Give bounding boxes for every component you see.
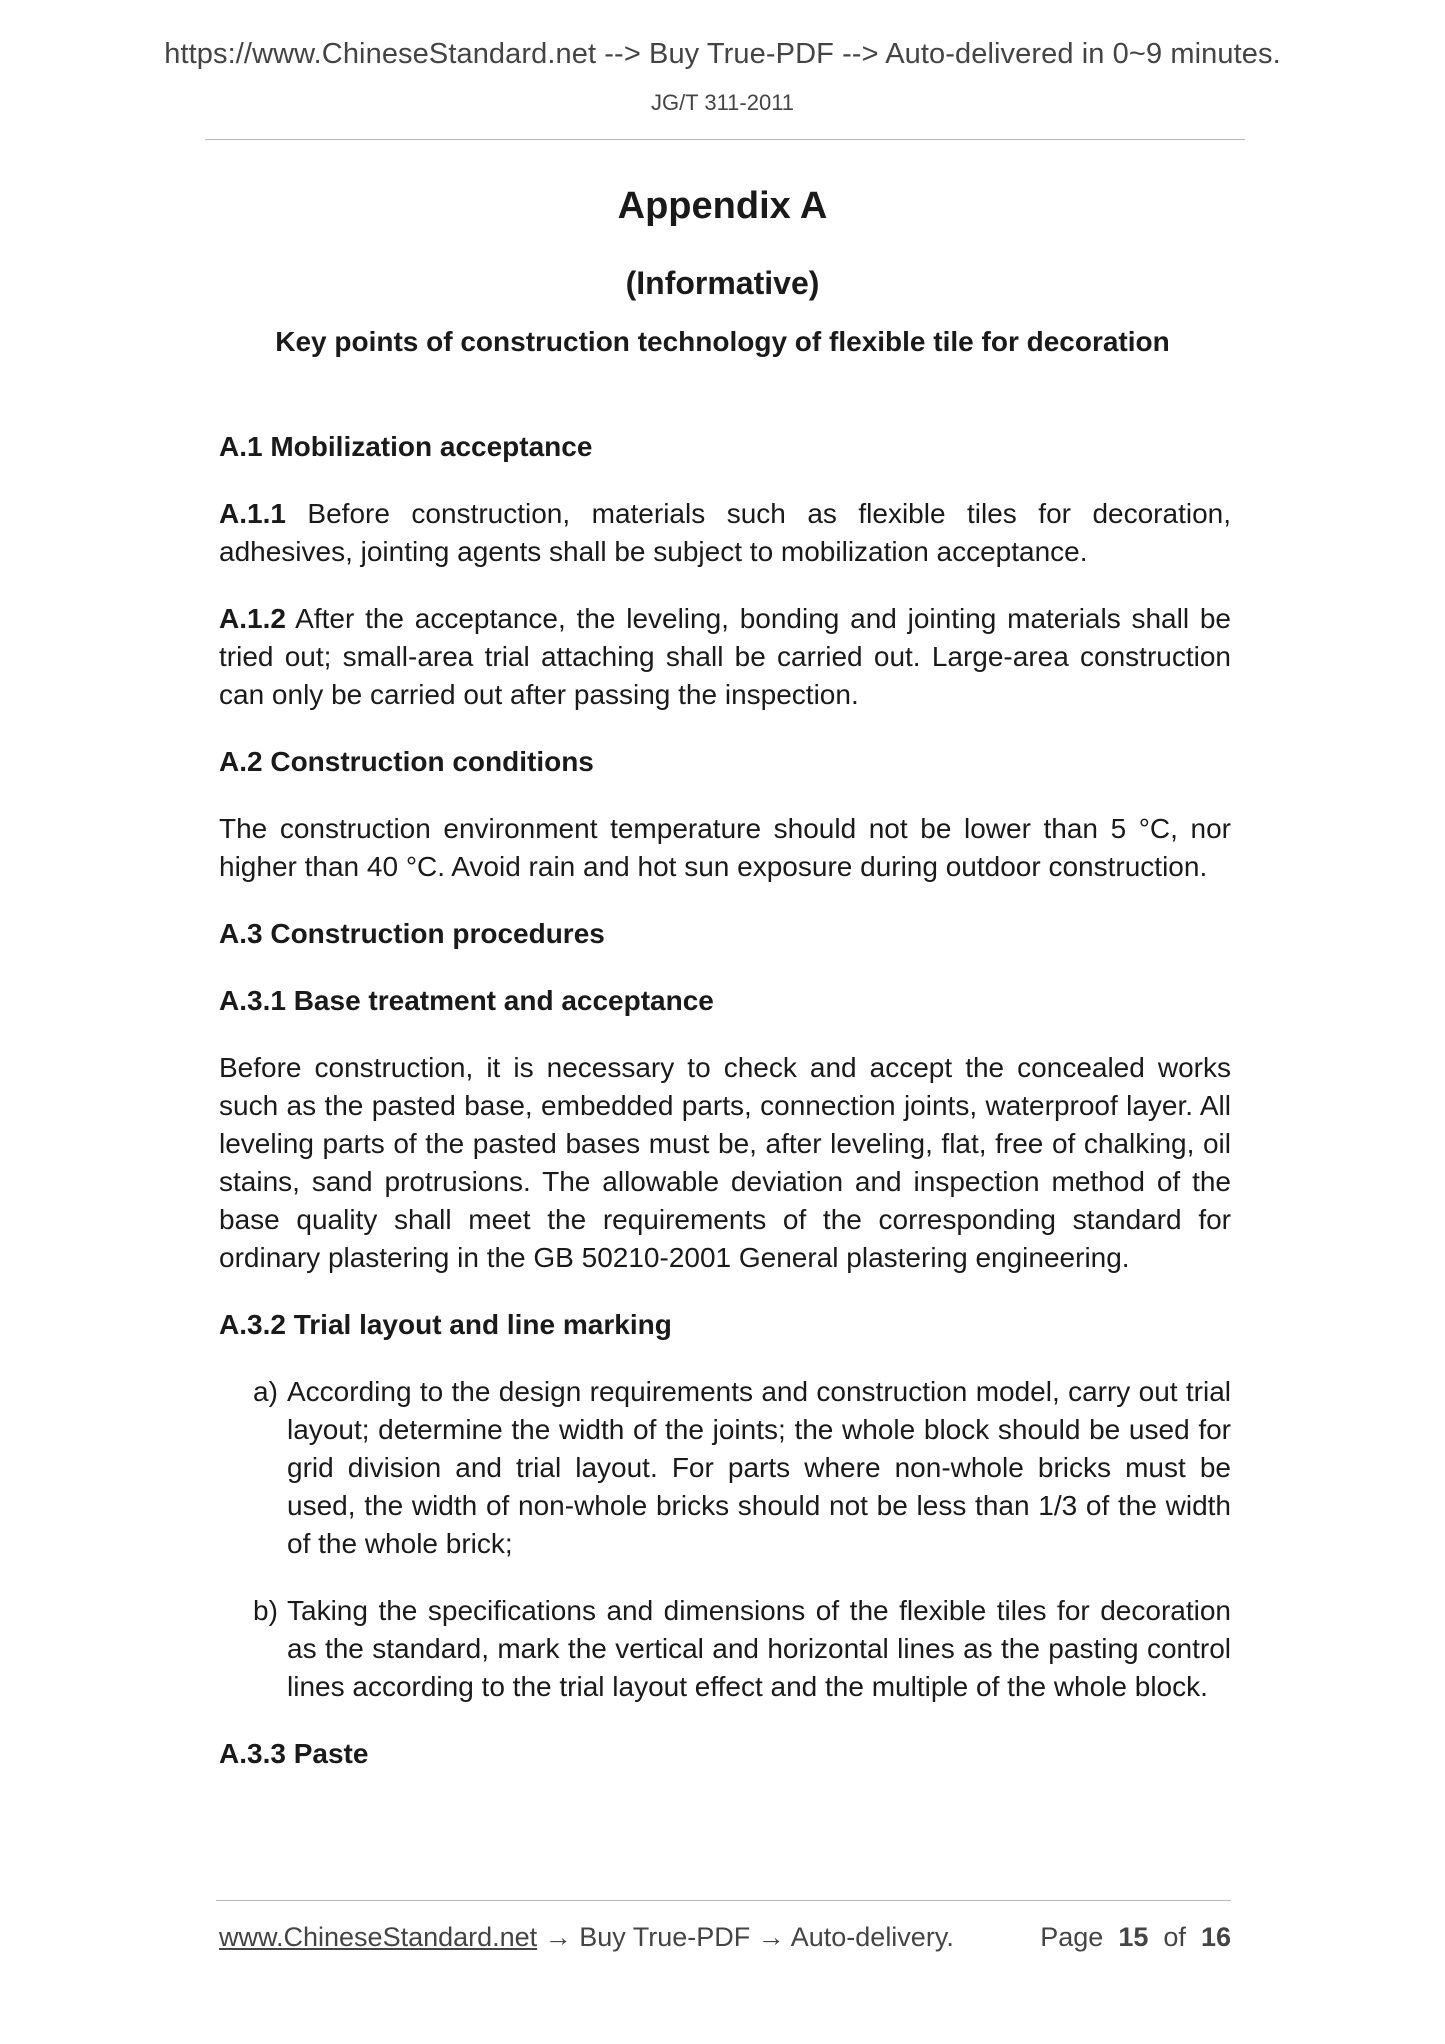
footer-site-link[interactable]: www.ChineseStandard.net [219, 1922, 538, 1952]
footer-divider [216, 1900, 1231, 1901]
appendix-subject: Key points of construction technology of flexible tile for decoration [275, 326, 1170, 357]
footer-left [219, 1922, 954, 1953]
header-url-banner: https://www.ChineseStandard.net --> Buy True-PDF --> Auto-delivered in 0~9 minutes. [164, 38, 1281, 70]
appendix-subtitle: (Informative) [625, 265, 820, 301]
list-marker: a) [253, 1376, 278, 1407]
list-item-text: Taking the specifications and dimensions of the flexible tiles for decoration as the standard, mark the vertical and horizontal lines as the pasting control lines according to the trial layout effect and the multiple of the whole block. [287, 1595, 1231, 1702]
section-heading-a3: A.3 Construction procedures [219, 918, 605, 949]
appendix-title: Appendix A [617, 185, 828, 227]
page-total: 16 [1200, 1922, 1231, 1952]
page-of: of [1163, 1922, 1186, 1952]
section-heading-a3-2: A.3.2 Trial layout and line marking [219, 1309, 672, 1340]
document-code: JG/T 311-2011 [650, 90, 795, 115]
page-current: 15 [1118, 1922, 1149, 1952]
list-marker: b) [253, 1595, 278, 1626]
document-body [219, 428, 1231, 1802]
list-item [219, 1373, 1231, 1563]
section-heading-a2: A.2 Construction conditions [219, 746, 594, 777]
section-heading-a3-1: A.3.1 Base treatment and acceptance [219, 985, 714, 1016]
list-item [219, 1592, 1231, 1706]
paragraph-a2: The construction environment temperature should not be lower than 5 °C, nor higher than 40 °C. Avoid rain and hot sun exposure during outdoor construction. [219, 813, 1231, 882]
page-footer [219, 1922, 1231, 1958]
page-indicator [1040, 1922, 1231, 1953]
clause-text: After the acceptance, the leveling, bonding and jointing materials shall be tried out; small-area trial attaching shall be carried out. Large-area construction can only be carried out after passing the inspection. [219, 603, 1231, 710]
clause-text: Before construction, materials such as flexible tiles for decoration, adhesives, jointing agents shall be subject to mobilization acceptance. [219, 498, 1231, 567]
section-heading-a3-3: A.3.3 Paste [219, 1738, 369, 1769]
list-item-text: According to the design requirements and construction model, carry out trial layout; determine the width of the joints; the whole block should be used for grid division and trial layout. For parts where non-whole bricks must be used, the width of non-whole bricks should not be less than 1/3 of the width of the whole brick; [287, 1376, 1231, 1559]
page-label: Page [1040, 1922, 1104, 1952]
paragraph-a1-2 [219, 600, 1231, 714]
paragraph-a3-1: Before construction, it is necessary to check and accept the concealed works such as the pasted base, embedded parts, connection joints, waterproof layer. All leveling parts of the pasted bases must be, after leveling, flat, free of chalking, oil stains, sand protrusions. The allowable deviation and inspection method of the base quality shall meet the requirements of the corresponding standard for ordinary plastering in the GB 50210-2001 General plastering engineering. [219, 1052, 1231, 1273]
clause-number: A.1.1 [219, 498, 286, 529]
footer-tagline: → Buy True-PDF → Auto-delivery. [537, 1922, 954, 1952]
header-divider [205, 139, 1245, 140]
clause-number: A.1.2 [219, 603, 286, 634]
section-heading-a1: A.1 Mobilization acceptance [219, 431, 593, 462]
paragraph-a1-1 [219, 495, 1231, 571]
